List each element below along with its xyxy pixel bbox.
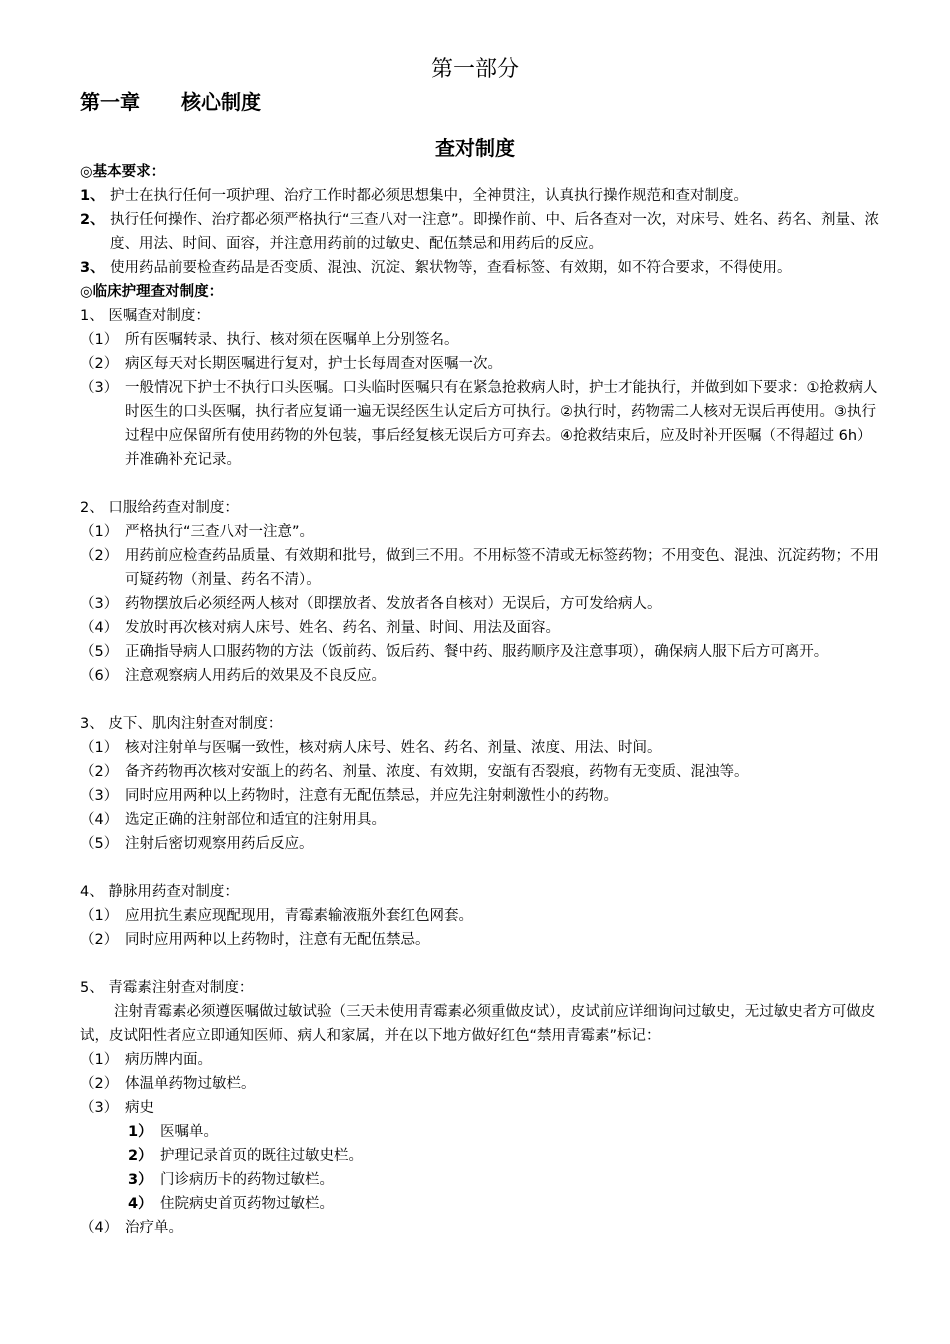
chapter-name: 核心制度 (180, 90, 261, 114)
section-title: 3、 皮下、肌肉注射查对制度： (80, 716, 283, 732)
section-title: 5、 青霉素注射查对制度： (80, 980, 254, 996)
section-title: 4、 静脉用药查对制度： (80, 884, 239, 900)
list-item: （3） 药物摆放后必须经两人核对（即摆放者、发放者各自核对）无误后，方可发给病人。 (80, 596, 662, 612)
list-item: （6） 注意观察病人用药后的效果及不良反应。 (80, 668, 386, 684)
list-item: （4） 发放时再次核对病人床号、姓名、药名、剂量、时间、用法及面容。 (80, 620, 560, 636)
sub-list-item: 1） 医嘱单。 (128, 1124, 218, 1140)
list-item: （4） 选定正确的注射部位和适宜的注射用具。 (80, 812, 386, 828)
list-item: （1） 所有医嘱转录、执行、核对须在医嘱单上分别签名。 (80, 332, 459, 348)
chapter-heading (80, 86, 261, 115)
sub-list-item: 3） 门诊病历卡的药物过敏栏。 (128, 1172, 334, 1188)
list-item: （2） 用药前应检查药品质量、有效期和批号，做到三不用。不用标签不清或无标签药物；不用变色、混浊、沉淀药物；不用可疑药物（剂量、药名不清）。 (80, 548, 879, 588)
basic-item: 1、 护士在执行任何一项护理、治疗工作时都必须思想集中，全神贯注，认真执行操作规范和查对制度。 (80, 188, 748, 204)
list-item: （3） 同时应用两种以上药物时，注意有无配伍禁忌，并应先注射刺激性小的药物。 (80, 788, 618, 804)
document-body (80, 160, 880, 1240)
chapter-label: 第一章 (80, 90, 140, 114)
list-item: （1） 应用抗生素应现配现用，青霉素输液瓶外套红色网套。 (80, 908, 473, 924)
clinical-heading: ◎临床护理查对制度： (80, 284, 224, 300)
list-item: （2） 体温单药物过敏栏。 (80, 1076, 256, 1092)
list-item: （4） 治疗单。 (80, 1220, 183, 1236)
penicillin-paragraph: 注射青霉素必须遵医嘱做过敏试验（三天未使用青霉素必须重做皮试），皮试前应详细询问过敏史，无过敏史者方可做皮试，皮试阳性者应立即通知医师、病人和家属，并在以下地方做好红色“禁用青霉素”标记： (80, 1004, 876, 1044)
section-title: 2、 口服给药查对制度： (80, 500, 239, 516)
list-item: （2） 备齐药物再次核对安瓿上的药名、剂量、浓度、有效期，安瓿有否裂痕，药物有无变质、混浊等。 (80, 764, 749, 780)
list-item: （2） 病区每天对长期医嘱进行复对，护士长每周查对医嘱一次。 (80, 356, 502, 372)
list-item: （1） 核对注射单与医嘱一致性，核对病人床号、姓名、药名、剂量、浓度、用法、时间。 (80, 740, 662, 756)
doc-title: 查对制度 (435, 136, 515, 160)
sub-list-item: 4） 住院病史首页药物过敏栏。 (128, 1196, 334, 1212)
section-title: 1、 医嘱查对制度： (80, 308, 210, 324)
list-item: （1） 严格执行“三查八对一注意”。 (80, 524, 315, 540)
list-item: （3） 病史 (80, 1100, 154, 1116)
basic-item: 3、 使用药品前要检查药品是否变质、混浊、沉淀、絮状物等，查看标签、有效期，如不符合要求，不得使用。 (80, 260, 792, 276)
basic-heading: ◎基本要求： (80, 164, 166, 180)
list-item: （2） 同时应用两种以上药物时，注意有无配伍禁忌。 (80, 932, 430, 948)
basic-item: 2、 执行任何操作、治疗都必须严格执行“三查八对一注意”。即操作前、中、后各查对一次，对床号、姓名、药名、剂量、浓度、用法、时间、面容，并注意用药前的过敏史、配伍禁忌和用药后的反应。 (80, 212, 880, 252)
list-item: （1） 病历牌内面。 (80, 1052, 212, 1068)
list-item: （3） 一般情况下护士不执行口头医嘱。口头临时医嘱只有在紧急抢救病人时，护士才能执行，并做到如下要求：①抢救病人时医生的口头医嘱，执行者应复诵一遍无误经医生认定后方可执行。②执行时，药物需二人核对无误后再使用。③执行过程中应保留所有使用药物的外包装，事后经复核无误后方可弃去。④抢救结束后，应及时补开医嘱（不得超过 6h）并准确补充记录。 (80, 380, 878, 468)
sub-list-item: 2） 护理记录首页的既往过敏史栏。 (128, 1148, 363, 1164)
list-item: （5） 正确指导病人口服药物的方法（饭前药、饭后药、餐中药、服药顺序及注意事项），确保病人服下后方可离开。 (80, 644, 829, 660)
list-item: （5） 注射后密切观察用药后反应。 (80, 836, 314, 852)
part-title: 第一部分 (430, 57, 519, 82)
